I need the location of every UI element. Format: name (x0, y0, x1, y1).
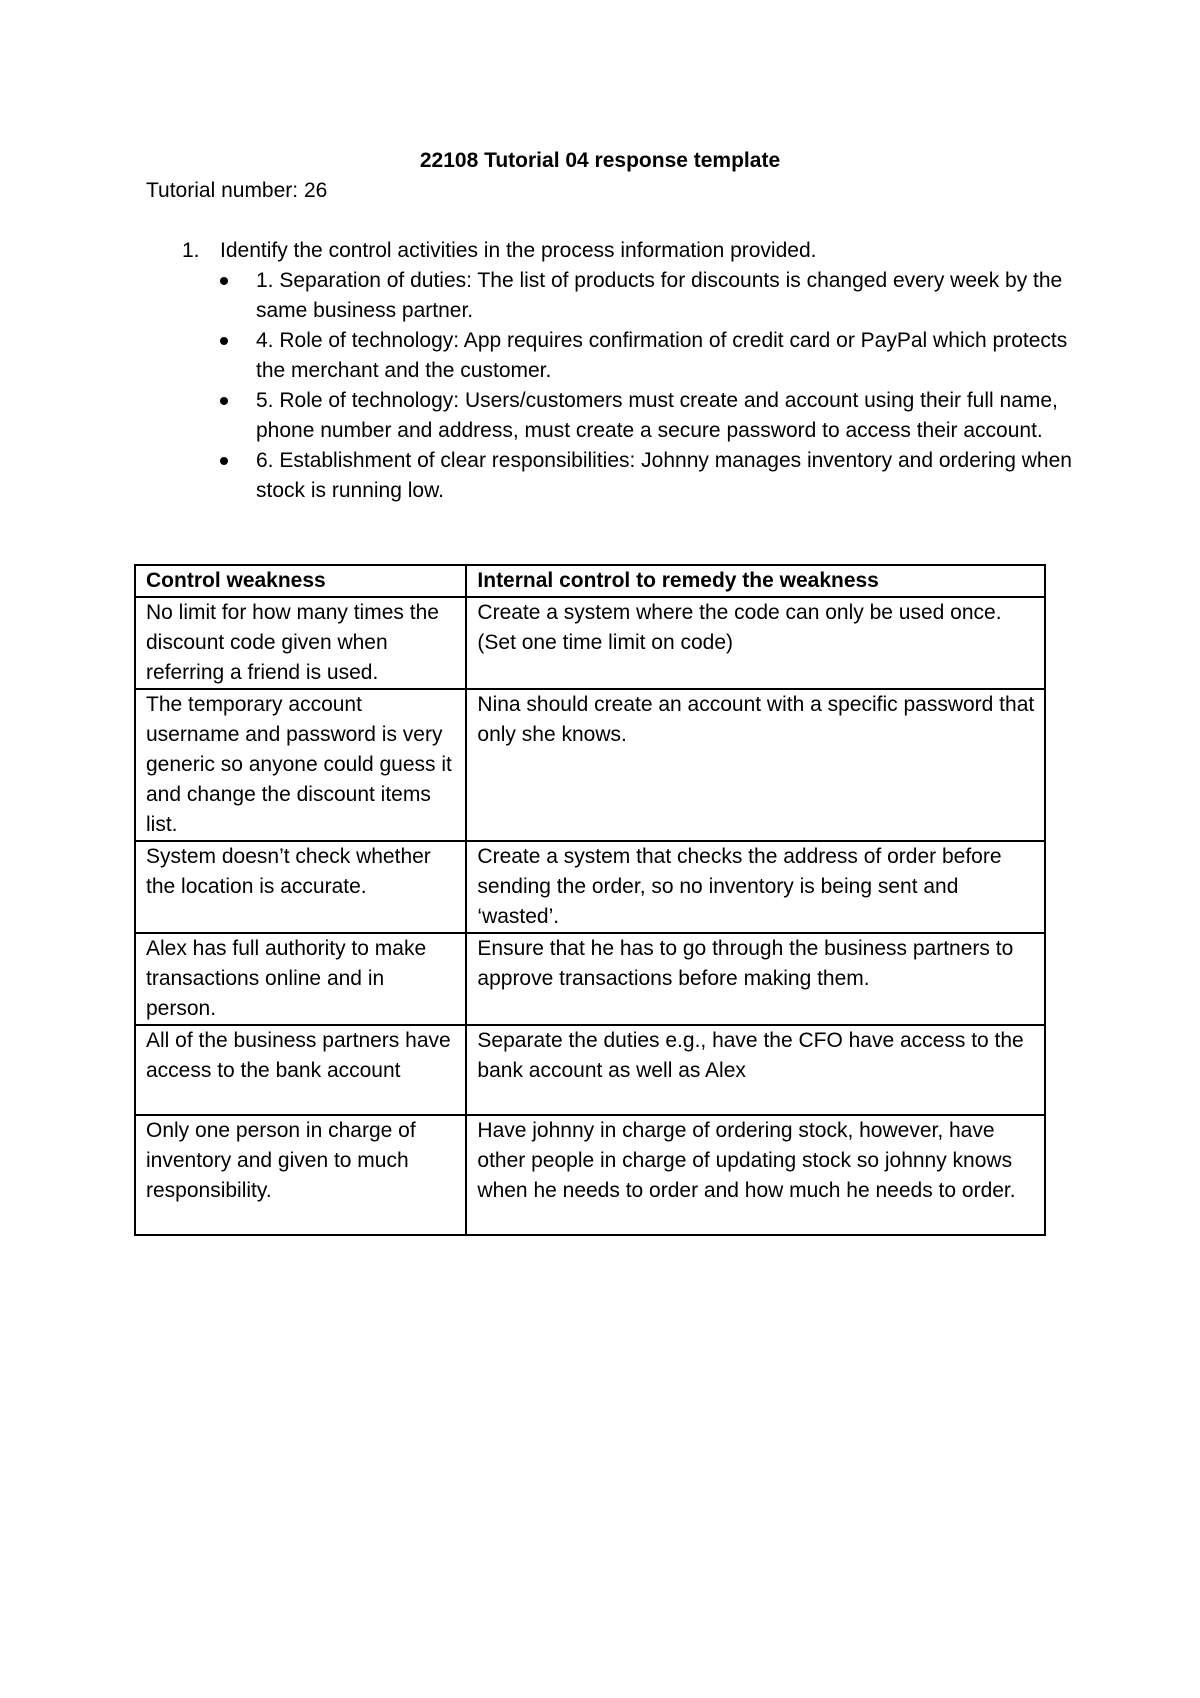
question-text: Identify the control activities in the process information provided. (220, 239, 817, 262)
table-row (135, 1115, 1045, 1235)
document-title: 22108 Tutorial 04 response template (419, 149, 781, 172)
table-row (135, 841, 1045, 933)
table-row (135, 597, 1045, 689)
bullet-icon (220, 277, 228, 285)
list-item: 4. Role of technology: App requires confirmation of credit card or PayPal which protects the merchant and the customer. (216, 326, 1076, 386)
remedy-cell: Ensure that he has to go through the business partners to approve transactions before making them. (466, 933, 1045, 1025)
bullet-icon (220, 457, 228, 465)
remedy-cell: Separate the duties e.g., have the CFO have access to the bank account as well as Alex (466, 1025, 1045, 1115)
weakness-cell: No limit for how many times the discount code given when referring a friend is used. (135, 597, 466, 689)
remedy-cell: Nina should create an account with a specific password that only she knows. (466, 689, 1045, 841)
control-activities-list (216, 266, 1076, 506)
table-header-row (135, 565, 1045, 597)
list-item: 1. Separation of duties: The list of products for discounts is changed every week by the same business partner. (216, 266, 1076, 326)
list-item: 6. Establishment of clear responsibilities: Johnny manages inventory and ordering when stock is running low. (216, 446, 1076, 506)
remedy-cell: Create a system where the code can only be used once. (Set one time limit on code) (466, 597, 1045, 689)
header-internal-control: Internal control to remedy the weakness (466, 565, 1045, 597)
list-item: 5. Role of technology: Users/customers must create and account using their full name, phone number and address, must create a secure password to access their account. (216, 386, 1076, 446)
remedy-cell: Have johnny in charge of ordering stock, however, have other people in charge of updating stock so johnny knows when he needs to order and how much he needs to order. (466, 1115, 1045, 1235)
remedy-cell: Create a system that checks the address of order before sending the order, so no inventory is being sent and ‘wasted’. (466, 841, 1045, 933)
tutorial-number: Tutorial number: 26 (146, 179, 328, 202)
control-weakness-table (134, 564, 1046, 1236)
table-row (135, 933, 1045, 1025)
weakness-cell: System doesn’t check whether the location is accurate. (135, 841, 466, 933)
bullet-icon (220, 397, 228, 405)
weakness-cell: The temporary account username and password is very generic so anyone could guess it and change the discount items list. (135, 689, 466, 841)
weakness-cell: Alex has full authority to make transactions online and in person. (135, 933, 466, 1025)
header-control-weakness: Control weakness (135, 565, 466, 597)
table-row (135, 1025, 1045, 1115)
table-row (135, 689, 1045, 841)
weakness-cell: Only one person in charge of inventory and given to much responsibility. (135, 1115, 466, 1235)
weakness-cell: All of the business partners have access to the bank account (135, 1025, 466, 1115)
bullet-icon (220, 337, 228, 345)
question-number: 1. (182, 239, 200, 262)
